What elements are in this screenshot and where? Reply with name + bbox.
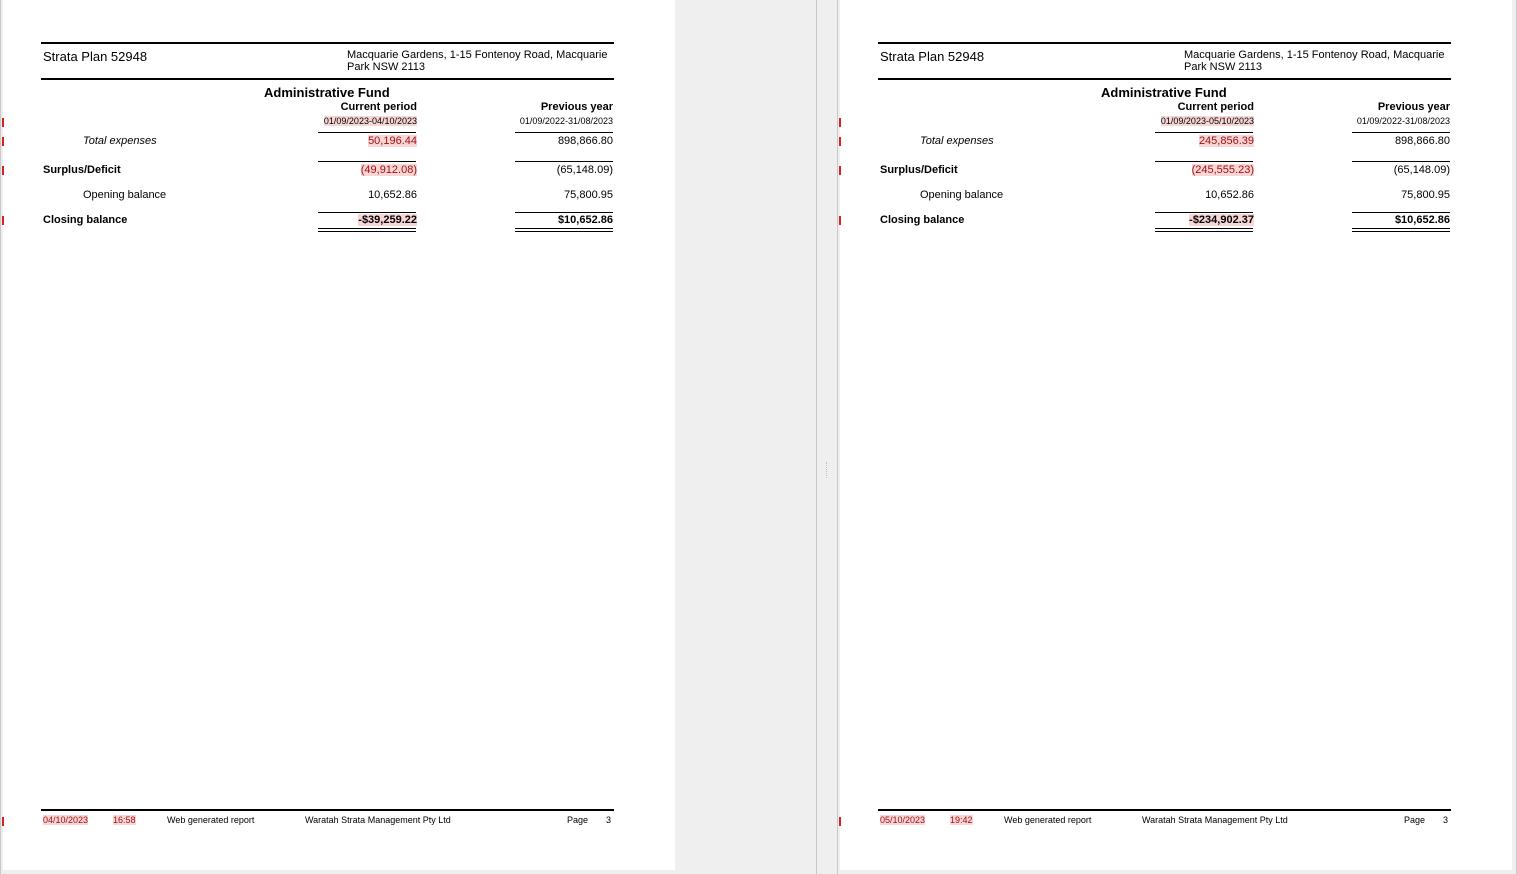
current-period-header: Current period xyxy=(340,101,417,113)
surplus-deficit-label: Surplus/Deficit xyxy=(43,164,121,176)
property-address: Macquarie Gardens, 1-15 Fontenoy Road, Macquarie Park NSW 2113 xyxy=(347,49,608,73)
previous-year-range: 01/09/2022-31/08/2023 xyxy=(519,116,613,126)
closing-balance-previous: $10,652.86 xyxy=(557,214,613,226)
closing-balance-previous: $10,652.86 xyxy=(1394,214,1450,226)
opening-balance-previous: 75,800.95 xyxy=(1401,189,1450,201)
total-expenses-label: Total expenses xyxy=(920,135,994,147)
header-top-rule xyxy=(41,42,614,44)
change-marker xyxy=(839,817,841,826)
closing-rule-previous xyxy=(1352,212,1450,213)
current-period-range: 01/09/2023-04/10/2023 xyxy=(323,116,417,126)
closing-double-rule-current xyxy=(318,228,416,232)
total-expenses-previous: 898,866.80 xyxy=(557,135,613,147)
header-bottom-rule xyxy=(41,78,614,80)
fund-title: Administrative Fund xyxy=(1101,85,1227,100)
total-rule-current xyxy=(318,132,416,133)
footer-page-label: Page xyxy=(567,815,589,825)
surplus-rule-current xyxy=(1155,161,1253,162)
closing-rule-current xyxy=(1155,212,1253,213)
pane-splitter-handle[interactable] xyxy=(826,462,829,478)
total-expenses-current: 50,196.44 xyxy=(368,135,417,147)
previous-year-range: 01/09/2022-31/08/2023 xyxy=(1356,116,1450,126)
closing-rule-current xyxy=(318,212,416,213)
change-marker xyxy=(839,166,841,175)
change-marker xyxy=(2,137,4,146)
footer-page-label: Page xyxy=(1404,815,1426,825)
closing-double-rule-previous xyxy=(515,228,613,232)
footer-company: Waratah Strata Management Pty Ltd xyxy=(1142,815,1288,825)
footer-generated: Web generated report xyxy=(1004,815,1092,825)
change-marker xyxy=(839,118,841,127)
surplus-deficit-label: Surplus/Deficit xyxy=(880,164,958,176)
change-marker xyxy=(2,817,4,826)
footer-date: 04/10/2023 xyxy=(43,815,89,825)
total-rule-current xyxy=(1155,132,1253,133)
footer-generated: Web generated report xyxy=(167,815,255,825)
total-rule-previous xyxy=(1352,132,1450,133)
header-bottom-rule xyxy=(878,78,1451,80)
footer-time: 16:58 xyxy=(113,815,136,825)
footer-date: 05/10/2023 xyxy=(880,815,926,825)
closing-balance-label: Closing balance xyxy=(43,214,128,226)
right-comparison-pane[interactable] xyxy=(837,0,1517,874)
footer-rule xyxy=(41,809,614,811)
opening-balance-label: Opening balance xyxy=(920,189,1004,201)
closing-double-rule-current xyxy=(1155,228,1253,232)
footer-company: Waratah Strata Management Pty Ltd xyxy=(305,815,451,825)
closing-balance-current: -$234,902.37 xyxy=(1189,214,1254,226)
change-marker xyxy=(2,216,4,225)
previous-year-header: Previous year xyxy=(1377,101,1450,113)
report-page-old xyxy=(3,0,675,870)
header-top-rule xyxy=(878,42,1451,44)
footer-page-number: 3 xyxy=(606,815,612,825)
change-marker xyxy=(839,216,841,225)
total-expenses-label: Total expenses xyxy=(83,135,157,147)
footer-page-number: 3 xyxy=(1443,815,1449,825)
total-expenses-current: 245,856.39 xyxy=(1198,135,1254,147)
closing-double-rule-previous xyxy=(1352,228,1450,232)
change-marker xyxy=(2,118,4,127)
total-expenses-previous: 898,866.80 xyxy=(1394,135,1450,147)
closing-balance-current: -$39,259.22 xyxy=(358,214,417,226)
surplus-deficit-previous: (65,148.09) xyxy=(556,164,613,176)
change-marker xyxy=(839,137,841,146)
property-address: Macquarie Gardens, 1-15 Fontenoy Road, Macquarie Park NSW 2113 xyxy=(1184,49,1445,73)
surplus-deficit-current: (245,555.23) xyxy=(1191,164,1254,176)
report-page-new xyxy=(840,0,1512,870)
total-rule-previous xyxy=(515,132,613,133)
surplus-rule-current xyxy=(318,161,416,162)
current-period-range: 01/09/2023-05/10/2023 xyxy=(1160,116,1254,126)
opening-balance-current: 10,652.86 xyxy=(1205,189,1254,201)
strata-plan-title: Strata Plan 52948 xyxy=(43,49,148,64)
footer-time: 19:42 xyxy=(950,815,973,825)
fund-title: Administrative Fund xyxy=(264,85,390,100)
surplus-rule-previous xyxy=(515,161,613,162)
current-period-header: Current period xyxy=(1177,101,1254,113)
surplus-deficit-current: (49,912.08) xyxy=(360,164,417,176)
surplus-rule-previous xyxy=(1352,161,1450,162)
footer-rule xyxy=(878,809,1451,811)
change-marker xyxy=(2,166,4,175)
previous-year-header: Previous year xyxy=(540,101,613,113)
closing-rule-previous xyxy=(515,212,613,213)
opening-balance-previous: 75,800.95 xyxy=(564,189,613,201)
closing-balance-label: Closing balance xyxy=(880,214,965,226)
opening-balance-label: Opening balance xyxy=(83,189,167,201)
surplus-deficit-previous: (65,148.09) xyxy=(1393,164,1450,176)
opening-balance-current: 10,652.86 xyxy=(368,189,417,201)
strata-plan-title: Strata Plan 52948 xyxy=(880,49,985,64)
